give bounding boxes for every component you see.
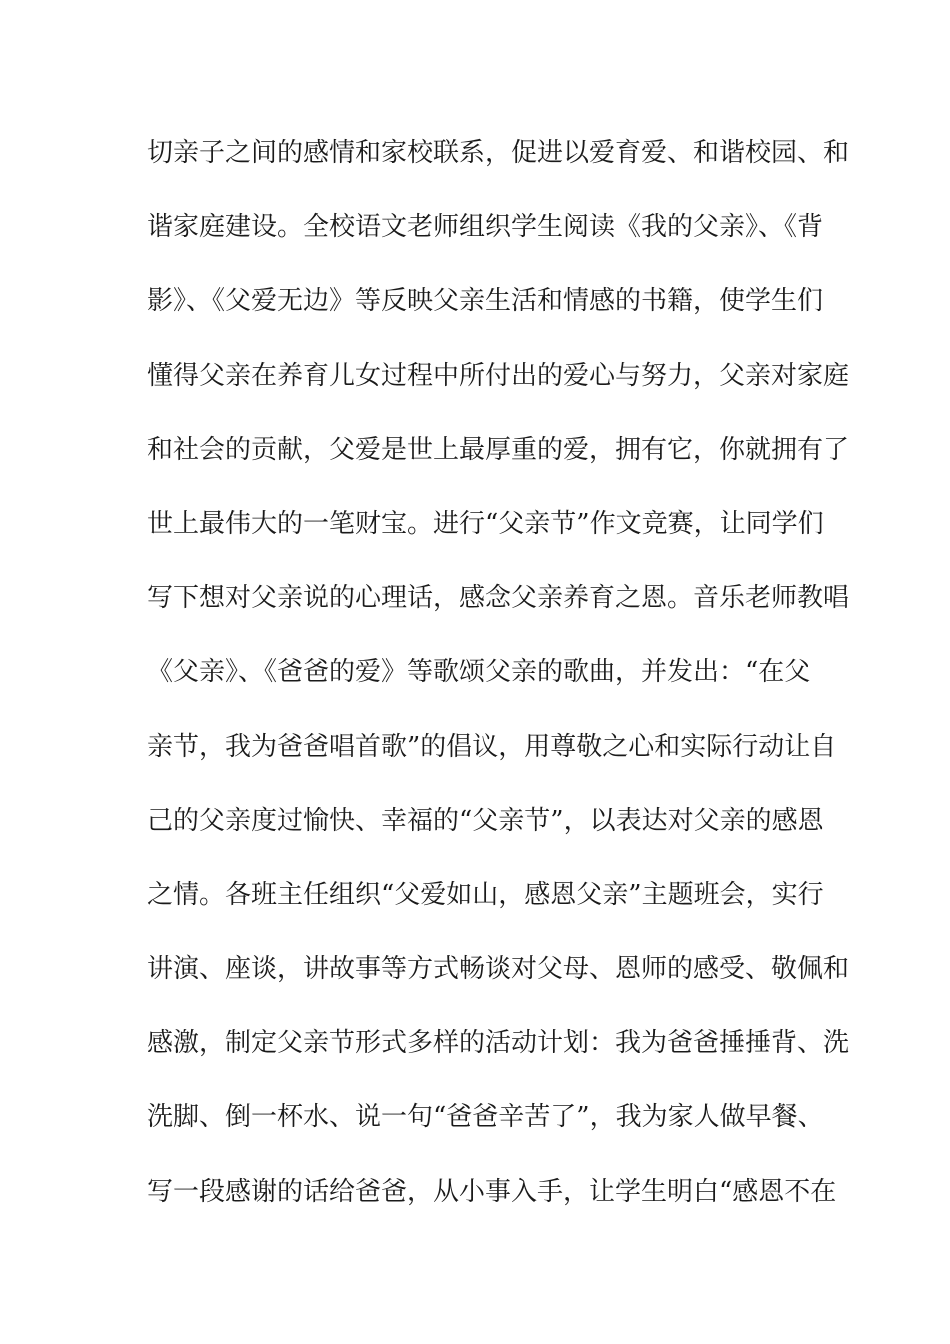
text-line-11: 之情。各班主任组织“父爱如山，感恩父亲”主题班会，实行 xyxy=(147,879,824,910)
text-line-1: 切亲子之间的感情和家校联系，促进以爱育爱、和谐校园、和 xyxy=(147,138,850,168)
text-line-9: 亲节，我为爸爸唱首歌”的倡议，用尊敬之心和实际行动让自 xyxy=(147,731,837,762)
text-line-7: 写下想对父亲说的心理话，感念父亲养育之恩。音乐老师教唱 xyxy=(147,583,850,614)
text-line-14: 洗脚、倒一杯水、说一句“爸爸辛苦了”，我为家人做早餐、 xyxy=(147,1102,824,1133)
text-line-6: 世上最伟大的一笔财宝。进行“父亲节”作文竞赛，让同学们 xyxy=(147,508,824,539)
text-line-5: 和社会的贡献，父爱是世上最厚重的爱，拥有它，你就拥有了 xyxy=(147,434,850,465)
text-line-10: 己的父亲度过愉快、幸福的“父亲节”，以表达对父亲的感恩 xyxy=(147,805,824,836)
body-paragraph xyxy=(147,128,850,1241)
text-line-13: 感激，制定父亲节形式多样的活动计划：我为爸爸捶捶背、洗 xyxy=(147,1028,850,1059)
text-line-15: 写一段感谢的话给爸爸，从小事入手，让学生明白“感恩不在 xyxy=(147,1176,837,1207)
text-line-4: 懂得父亲在养育儿女过程中所付出的爱心与努力，父亲对家庭 xyxy=(147,360,850,391)
text-line-3: 影》、《父爱无边》等反映父亲生活和情感的书籍，使学生们 xyxy=(147,286,824,317)
text-line-8: 《父亲》、《爸爸的爱》等歌颂父亲的歌曲，并发出：“在父 xyxy=(147,657,811,688)
text-line-12: 讲演、座谈，讲故事等方式畅谈对父母、恩师的感受、敬佩和 xyxy=(147,954,850,985)
text-line-2: 谐家庭建设。全校语文老师组织学生阅读《我的父亲》、《背 xyxy=(147,212,824,243)
